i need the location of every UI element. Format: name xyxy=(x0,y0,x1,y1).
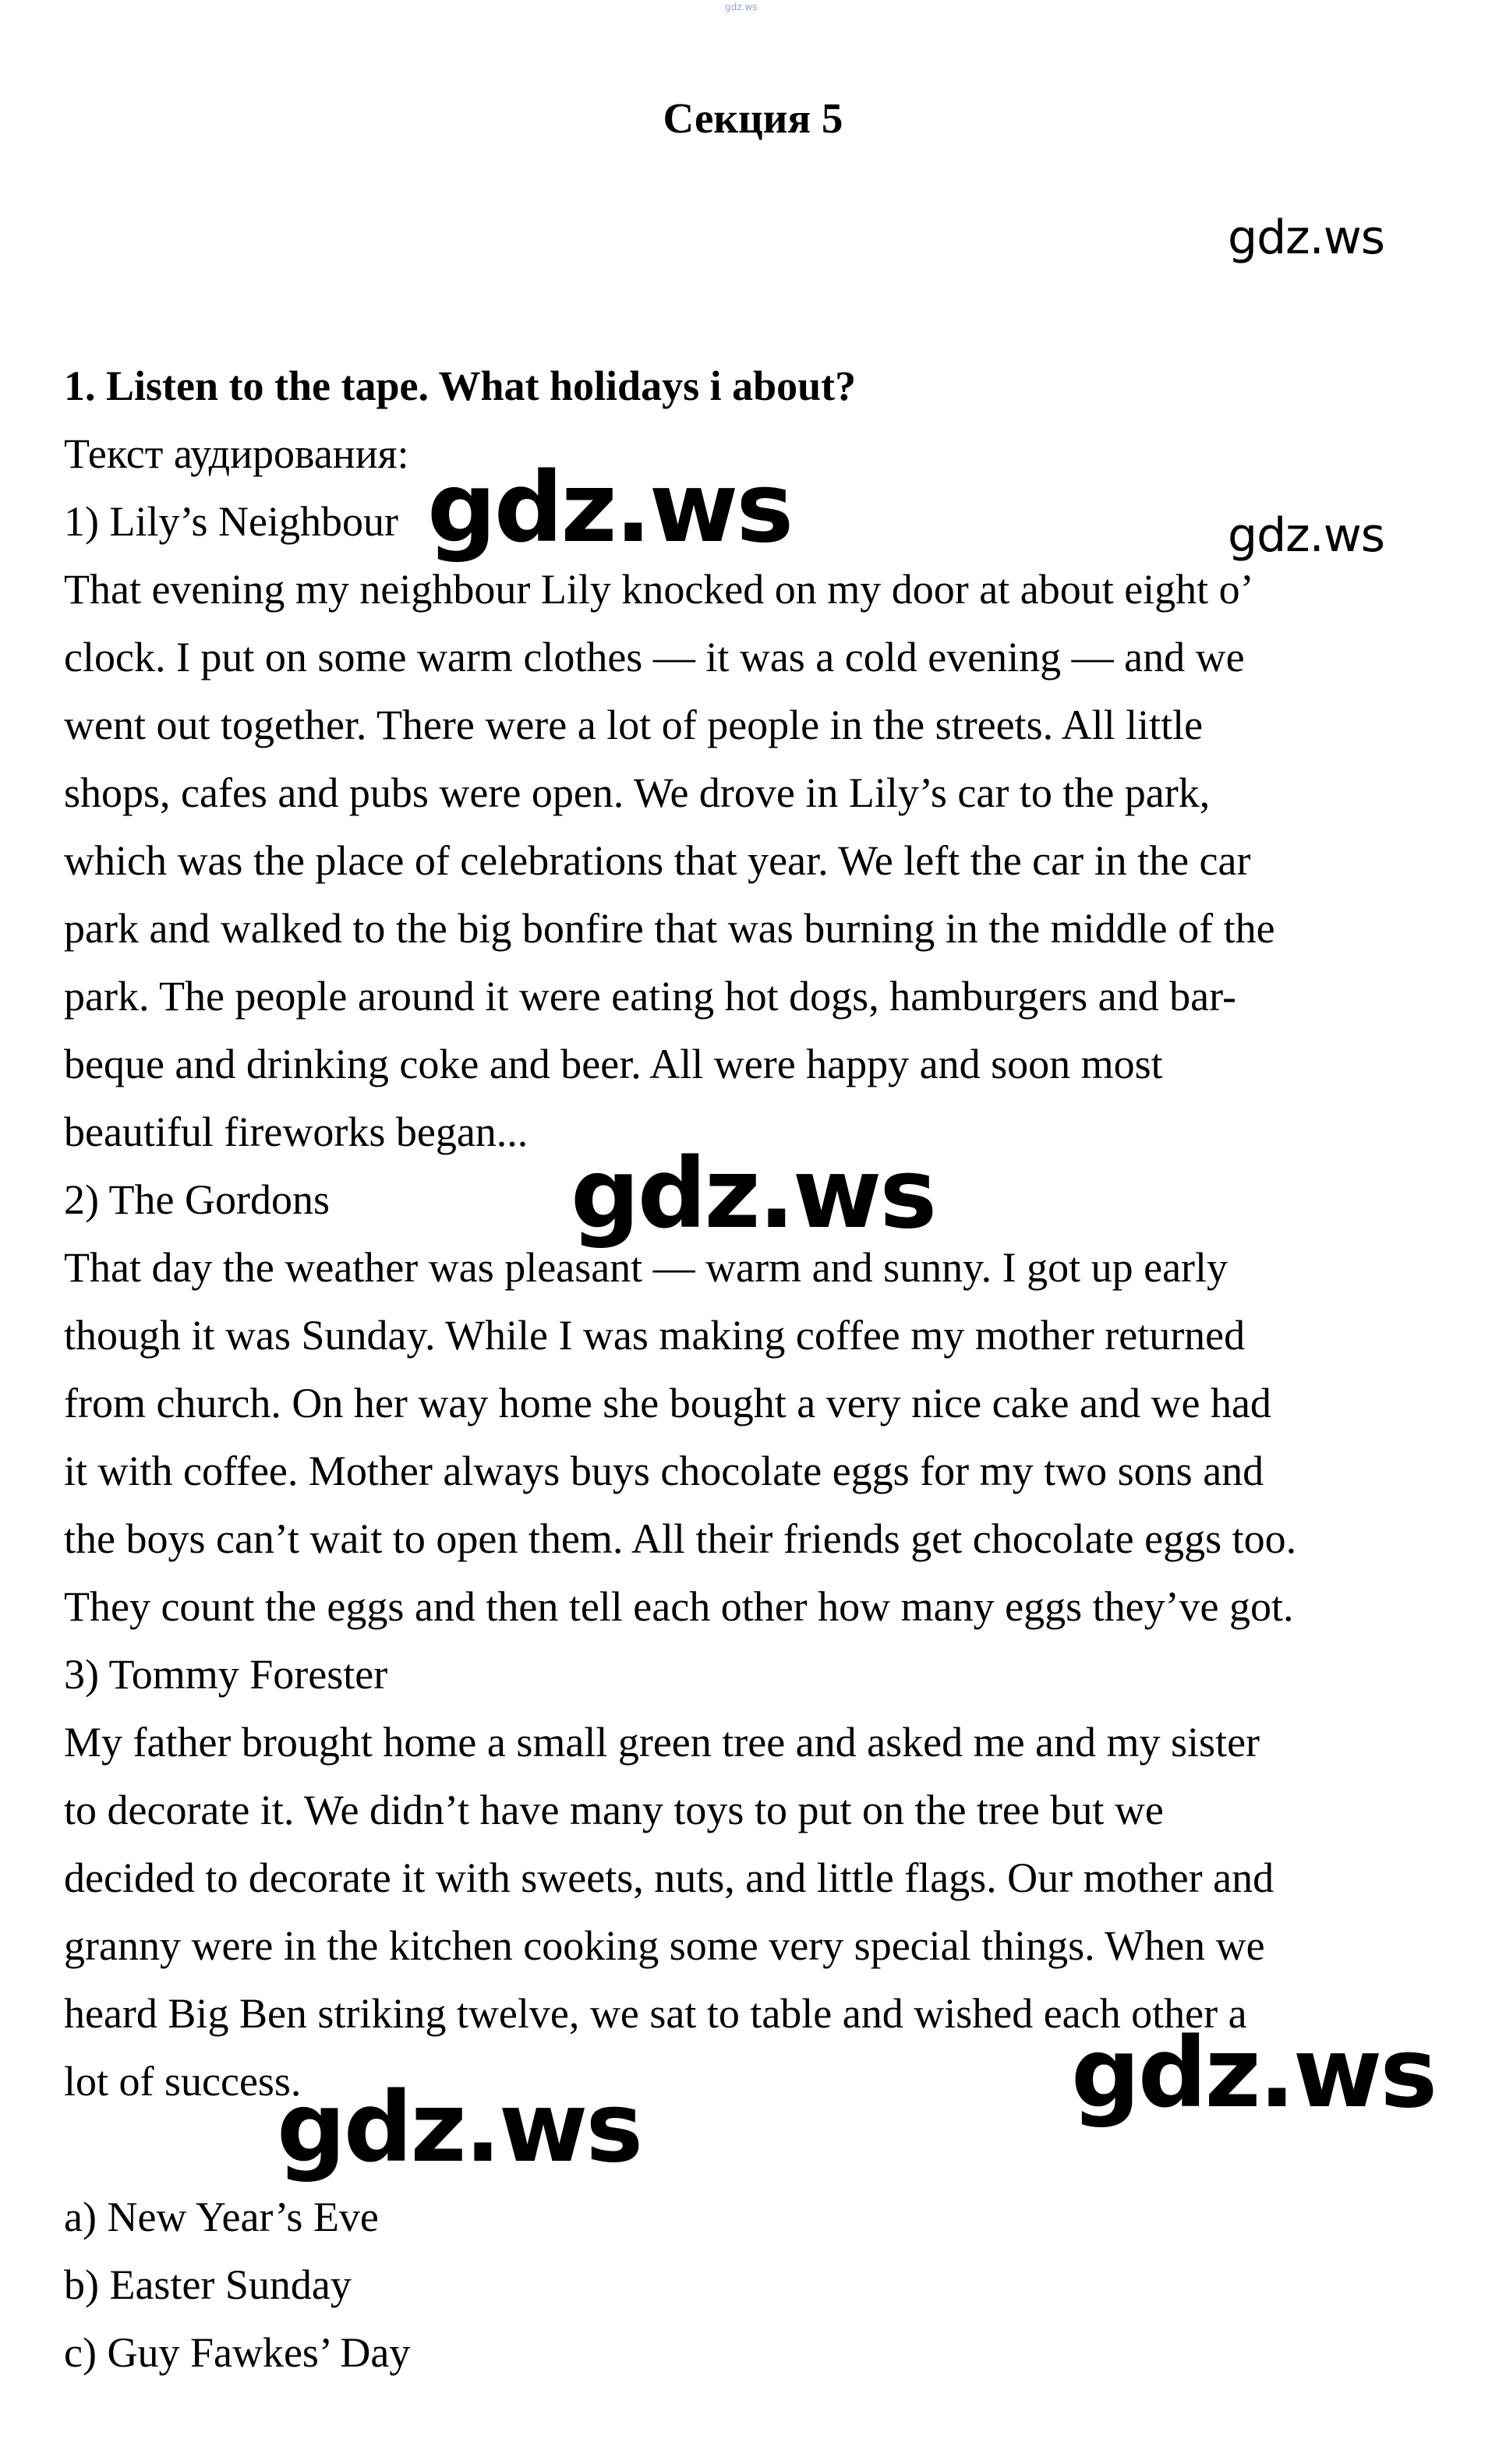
story-3-line: lot of success. xyxy=(64,2058,302,2105)
story-1-line: shops, cafes and pubs were open. We drove in Lily’s car to the park, xyxy=(64,769,1211,816)
story-1-line: That evening my neighbour Lily knocked on my door at about eight o’ xyxy=(64,566,1254,613)
answer-option-a: a) New Year’s Eve xyxy=(64,2194,379,2240)
answer-option-b: b) Easter Sunday xyxy=(64,2261,352,2308)
story-1-line: park and walked to the big bonfire that was burning in the middle of the xyxy=(64,905,1275,952)
story-3-line: My father brought home a small green tree and asked me and my sister xyxy=(64,1719,1260,1766)
story-1-line: which was the place of celebrations that year. We left the car in the car xyxy=(64,837,1251,884)
story-3-line: heard Big Ben striking twelve, we sat to table and wished each other a xyxy=(64,1990,1247,2037)
task-heading: 1. Listen to the tape. What holidays i about? xyxy=(64,362,857,409)
story-3-line: granny were in the kitchen cooking some very special things. When we xyxy=(64,1922,1265,1969)
listening-text-label: Текст аудирования: xyxy=(64,430,409,477)
watermark: gdz.ws xyxy=(1071,2017,1436,2130)
story-1-line: beautiful fireworks began... xyxy=(64,1108,529,1155)
story-2-line: They count the eggs and then tell each other how many eggs they’ve got. xyxy=(64,1583,1294,1630)
story-2-line: though it was Sunday. While I was making coffee my mother returned xyxy=(64,1312,1246,1359)
story-1-line: went out together. There were a lot of people in the streets. All little xyxy=(64,702,1204,748)
watermark: gdz.ws xyxy=(427,452,792,564)
answer-option-c: c) Guy Fawkes’ Day xyxy=(64,2329,411,2376)
watermark: gdz.ws xyxy=(1228,508,1385,563)
story-2-title: 2) The Gordons xyxy=(64,1176,330,1223)
story-2-line: That day the weather was pleasant — warm and sunny. I got up early xyxy=(64,1244,1228,1291)
watermark: gdz.ws xyxy=(1228,210,1385,265)
story-3-title: 3) Tommy Forester xyxy=(64,1651,388,1698)
watermark: gdz.ws xyxy=(277,2072,642,2184)
story-1-line: clock. I put on some warm clothes — it was a cold evening — and we xyxy=(64,634,1245,681)
story-3-line: to decorate it. We didn’t have many toys to put on the tree but we xyxy=(64,1787,1164,1833)
story-2-line: from church. On her way home she bought a very nice cake and we had xyxy=(64,1380,1271,1426)
watermark: gdz.ws xyxy=(571,1138,935,1250)
story-1-line: beque and drinking coke and beer. All were happy and soon most xyxy=(64,1041,1163,1087)
story-1-line: park. The people around it were eating hot dogs, hamburgers and bar- xyxy=(64,973,1236,1020)
story-3-line: decided to decorate it with sweets, nuts, and little flags. Our mother and xyxy=(64,1854,1274,1901)
section-title: Секция 5 xyxy=(663,94,843,142)
story-2-line: it with coffee. Mother always buys chocolate eggs for my two sons and xyxy=(64,1448,1264,1494)
story-2-line: the boys can’t wait to open them. All their friends get chocolate eggs too. xyxy=(64,1515,1297,1562)
top-watermark: gdz.ws xyxy=(725,2,758,12)
story-1-title: 1) Lily’s Neighbour xyxy=(64,498,398,545)
